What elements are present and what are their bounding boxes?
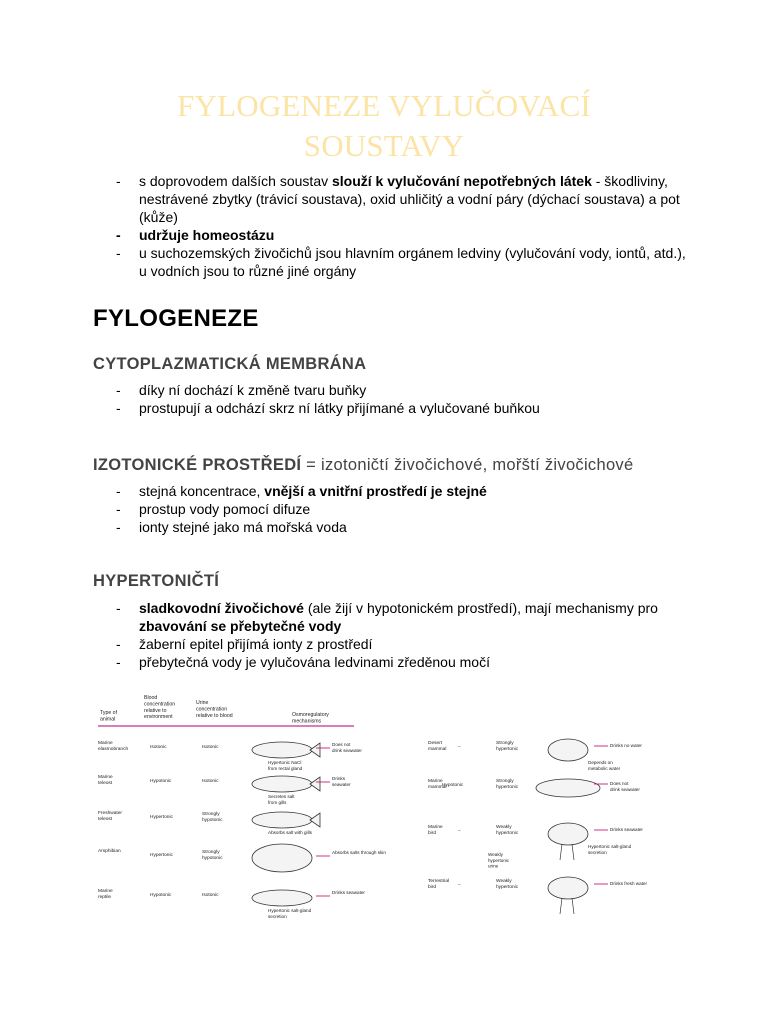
document-title — [0, 86, 768, 166]
row-blood-value: – — [458, 829, 461, 834]
header-blood-concentration: relative to — [144, 707, 167, 714]
heading-cytoplasmic-membrane: CYTOPLAZMATICKÁ MEMBRÁNA — [93, 355, 367, 373]
row-urine-value: Isotonic — [202, 779, 219, 784]
section2-list — [0, 482, 768, 536]
row-urine-value: Isotonic — [202, 893, 219, 898]
intro-item-1 — [0, 172, 768, 226]
row-urine-value: hypotonic — [202, 818, 223, 823]
row-note: Does not — [332, 742, 351, 747]
intro-item-3-text: u suchozemských živočichů jsou hlavním orgánem ledviny (vylučování vody, iontů, atd.), u vodních jsou to různé jiné orgány — [139, 245, 686, 279]
row-animal-label: teleost — [98, 781, 113, 786]
section3-item-1-text-bold-c: zbavování se přebytečné vody — [139, 618, 342, 634]
row-note-secondary: from rectal gland — [268, 765, 303, 771]
intro-item-2 — [0, 226, 768, 244]
row-note-urine: urine — [488, 863, 499, 869]
animal-drawing — [252, 812, 312, 828]
row-animal-label: mammal — [428, 785, 447, 790]
section3-item-1-text-b: (ale žijí v hypotonickém prostředí), mají mechanismy pro — [303, 600, 658, 616]
animal-tail — [310, 743, 320, 757]
heading-isotonic-rest: = izotoničtí živočichové, mořští živočichové — [301, 456, 634, 474]
bird-leg — [572, 844, 574, 860]
row-note-secondary: Depends on — [588, 760, 613, 765]
row-note-secondary: metabolic water — [588, 765, 621, 771]
row-urine-value: Weakly — [496, 825, 512, 830]
row-note: Drinks seawater — [610, 827, 643, 832]
row-note: Drinks no water — [610, 743, 642, 748]
row-animal-label: reptile — [98, 895, 112, 900]
section1-item-2: - prostupují a odchází skrz ní látky přijímané a vylučované buňkou — [0, 399, 768, 417]
row-animal-label: Terrestrial — [428, 879, 450, 884]
section1-item-1: - díky ní dochází k změně tvaru buňky — [0, 381, 768, 399]
row-blood-value: – — [458, 883, 461, 888]
row-urine-value: hypertonic — [496, 747, 519, 752]
row-animal-label: bird — [428, 885, 436, 890]
row-urine-value: hypertonic — [496, 785, 519, 790]
header-urine-concentration: relative to blood — [196, 712, 233, 719]
animal-drawing — [252, 742, 312, 758]
row-note-secondary: Absorbs salt with gills — [268, 830, 312, 835]
heading-fylogeneze: FYLOGENEZE — [93, 305, 259, 332]
row-blood-value: Isotonic — [150, 745, 167, 750]
section1-list — [0, 381, 768, 417]
row-note-secondary: Hypertonic salt-gland — [588, 844, 632, 849]
row-animal-label: elasmobranch — [98, 747, 129, 752]
animal-drawing — [548, 739, 588, 761]
header-blood-concentration: concentration — [144, 701, 176, 708]
bird-leg — [572, 898, 574, 914]
row-blood-value: Hypotonic — [150, 893, 172, 898]
animal-tail — [310, 777, 320, 791]
row-note: Absorbs salts through skin — [332, 850, 386, 855]
header-osmoregulatory-mechanisms: Osmoregulatory — [292, 712, 329, 718]
row-animal-label: Amphibian — [98, 849, 121, 854]
heading-hypertonic: HYPERTONIČTÍ — [93, 572, 220, 590]
section2-item-3: - ionty stejné jako má mořská voda — [0, 518, 768, 536]
row-animal-label: Marine — [98, 889, 113, 894]
bird-leg — [560, 898, 562, 914]
row-note: Drinks — [332, 776, 346, 781]
section3-item-3: - přebytečná vody je vylučována ledvinami zředěnou močí — [0, 653, 768, 671]
row-urine-value: hypotonic — [202, 856, 223, 861]
row-urine-value: Weakly — [496, 879, 512, 884]
osmoregulation-table-svg — [92, 690, 682, 930]
row-note: Drinks seawater — [332, 890, 365, 895]
row-note: drink seawater — [610, 786, 640, 792]
header-type-of-animal: Type of — [100, 710, 118, 716]
heading-isotonic-environment — [93, 456, 633, 475]
row-urine-value: Strongly — [202, 850, 220, 855]
row-urine-value: hypertonic — [496, 831, 519, 836]
header-urine-concentration: concentration — [196, 706, 228, 713]
animal-drawing — [536, 779, 600, 797]
row-note-urine: Weakly — [488, 852, 503, 857]
section3-item-1 — [0, 599, 768, 635]
section3-item-2: - žaberní epitel přijímá ionty z prostředí — [0, 635, 768, 653]
row-blood-value: Hypertonic — [150, 853, 173, 858]
title-line-2: SOUSTAVY — [303, 128, 465, 163]
row-animal-label: teleost — [98, 817, 113, 822]
row-note-secondary: from gills — [268, 799, 287, 805]
row-urine-value: Strongly — [496, 779, 514, 784]
row-animal-label: Freshwater — [98, 811, 122, 816]
row-animal-label: bird — [428, 831, 436, 836]
animal-drawing — [548, 823, 588, 845]
intro-item-3 — [0, 244, 768, 280]
row-animal-label: Marine — [428, 825, 443, 830]
row-animal-label: Marine — [428, 779, 443, 784]
row-urine-value: Strongly — [202, 812, 220, 817]
section2-item-1-text-bold: vnější a vnitřní prostředí je stejné — [264, 483, 487, 499]
intro-item-1-text-bold: slouží k vylučování nepotřebných látek — [332, 173, 592, 189]
row-note-secondary: Secretes salt — [268, 794, 295, 799]
section2-item-2: - prostup vody pomocí difuze — [0, 500, 768, 518]
row-note: seawater — [332, 781, 351, 787]
header-urine-concentration: Urine — [196, 700, 209, 706]
intro-item-1-text-a: s doprovodem dalších soustav — [139, 173, 332, 189]
row-note-secondary: secretion — [268, 913, 287, 919]
row-note-secondary: secretion — [588, 849, 607, 855]
section2-item-1 — [0, 482, 768, 500]
row-blood-value: Hypotonic — [150, 779, 172, 784]
intro-list — [0, 172, 768, 280]
row-blood-value: Hypertonic — [150, 815, 173, 820]
row-blood-value: – — [458, 745, 461, 750]
row-blood-value: Hypotonic — [442, 783, 464, 788]
row-urine-value: Isotonic — [202, 745, 219, 750]
header-blood-concentration: Blood — [144, 695, 158, 701]
row-note: Drinks fresh water — [610, 881, 648, 886]
animal-drawing — [252, 776, 312, 792]
row-note-secondary: Hypertonic salt-gland — [268, 908, 312, 913]
section3-item-1-text-bold-a: sladkovodní živočichové — [139, 600, 304, 616]
row-animal-label: Marine — [98, 775, 113, 780]
row-animal-label: Desert — [428, 741, 443, 746]
row-urine-value: hypertonic — [496, 885, 519, 890]
animal-tail — [310, 813, 320, 827]
row-note-urine: hypertonic — [488, 857, 510, 863]
title-line-1: FYLOGENEZE VYLUČOVACÍ — [177, 88, 591, 123]
animal-drawing — [548, 877, 588, 899]
animal-drawing — [252, 844, 312, 872]
row-animal-label: mammal — [428, 747, 447, 752]
row-urine-value: Strongly — [496, 741, 514, 746]
section2-item-1-text-a: stejná koncentrace, — [139, 483, 265, 499]
intro-item-2-text: udržuje homeostázu — [139, 227, 275, 243]
bird-leg — [560, 844, 562, 860]
section3-list — [0, 599, 768, 671]
row-note: Does not — [610, 781, 629, 786]
header-type-of-animal: animal — [100, 716, 116, 723]
row-note: drink seawater — [332, 747, 362, 753]
heading-isotonic-bold: IZOTONICKÉ PROSTŘEDÍ — [93, 456, 302, 474]
header-osmoregulatory-mechanisms: mechanisms — [292, 718, 322, 725]
header-blood-concentration: environment — [144, 714, 173, 721]
osmoregulation-figure — [92, 690, 682, 930]
intro-item-1-text-c: - škodliviny, nestrávené zbytky (trávicí soustava), oxid uhličitý a vodní páry (dýchací soustava) a pot (kůže) — [139, 173, 680, 225]
row-animal-label: Marine — [98, 741, 113, 746]
row-note-secondary: Hypertonic NaCl — [268, 760, 302, 765]
animal-drawing — [252, 890, 312, 906]
